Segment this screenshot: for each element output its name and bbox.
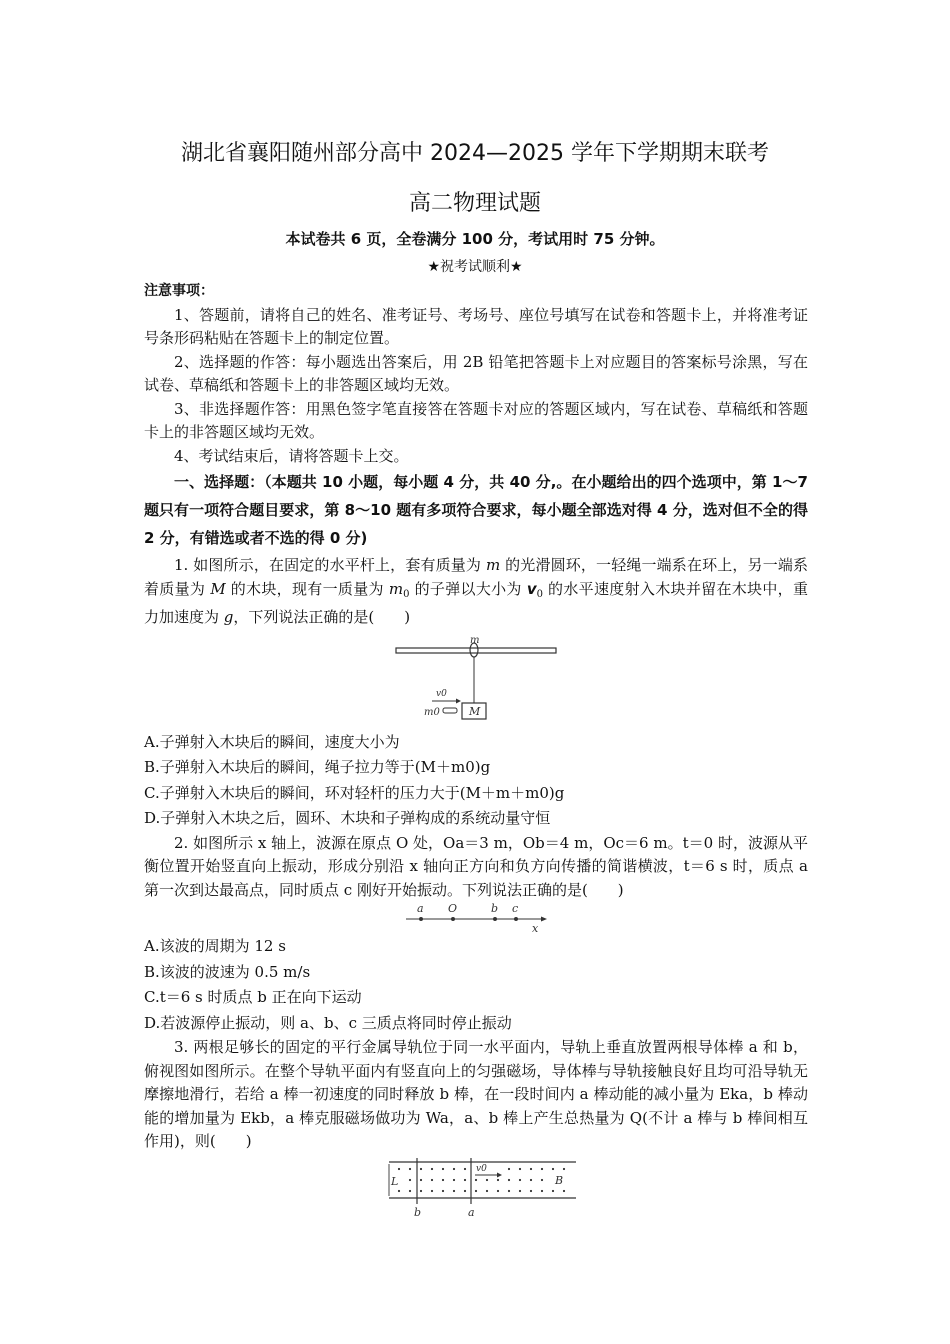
q3-field-dot	[442, 1178, 444, 1180]
q3-field-dot	[563, 1189, 565, 1191]
q3-field-dot	[464, 1167, 466, 1169]
q3-field-dot	[530, 1189, 532, 1191]
q2-point-a	[419, 917, 423, 921]
q1-option-c: C.子弹射入木块后的瞬间，环对轻杆的压力大于(M＋m＋m0)g	[144, 783, 565, 802]
notice-item-4: 4、考试结束后，请将答题卡上交。	[174, 446, 409, 465]
q3-field-dot	[442, 1167, 444, 1169]
q3-field-dot	[464, 1189, 466, 1191]
q3-field-dot	[398, 1167, 400, 1169]
q1-stem: 1. 如图所示，在固定的水平杆上，套有质量为 m 的光滑圆环，一轻绳一端系在环上，另一端系着质量为 M 的木块，现有一质量为 $m_0$ 的子弹以大小为 $v_0$ 的水平速度射入木块并留在木块中，重力加速度为 g，下列说法正确的是( )	[144, 556, 808, 626]
q2-label-c: c	[512, 902, 519, 915]
q3-field-dot	[431, 1178, 433, 1180]
notice-heading: 注意事项：	[144, 283, 214, 299]
q3-field-dot	[420, 1178, 422, 1180]
q3-field-dot	[431, 1167, 433, 1169]
q3-field-dot	[519, 1167, 521, 1169]
q3-field-dot	[497, 1189, 499, 1191]
q2-point-b	[493, 917, 497, 921]
q3-field-dot	[475, 1178, 477, 1180]
q3-field-dot	[453, 1189, 455, 1191]
q3-velocity-arrowhead	[497, 1172, 502, 1177]
q3-field-dot	[508, 1178, 510, 1180]
q3-figure	[371, 1156, 581, 1220]
q2-option-d: D.若波源停止振动，则 a、b、c 三质点将同时停止振动	[144, 1013, 512, 1032]
q3-field-dot	[563, 1167, 565, 1169]
q3-field-dot	[486, 1189, 488, 1191]
q3-field-dot	[453, 1178, 455, 1180]
q2-label-o: O	[448, 902, 458, 915]
q3-field-dot	[442, 1189, 444, 1191]
q3-field-dot	[420, 1189, 422, 1191]
q3-field-dot	[409, 1189, 411, 1191]
q3-field-dot	[541, 1189, 543, 1191]
q1-ring-label: m	[470, 634, 480, 646]
q1-option-d: D.子弹射入木块之后，圆环、木块和子弹构成的系统动量守恒	[144, 809, 551, 827]
exam-subtitle: 高二物理试题	[408, 191, 541, 216]
q3-field-dot	[530, 1167, 532, 1169]
q3-field-dot	[464, 1178, 466, 1180]
q3-field-dot	[453, 1167, 455, 1169]
q1-bullet-label: m0	[424, 706, 440, 718]
q3-label-l: L	[391, 1174, 399, 1188]
q2-label-a: a	[417, 902, 424, 915]
q3-field-dot	[552, 1167, 554, 1169]
q3-field-dot	[398, 1189, 400, 1191]
q3-field-dot	[541, 1167, 543, 1169]
q3-field-dot	[541, 1178, 543, 1180]
section1-heading: 一、选择题：（本题共 10 小题，每小题 4 分，共 40 分,。在小题给出的四个选项中，第 1～7 题只有一项符合题目要求，第 8～10 题有多项符合要求，每小题全部选对得 4 分，选对但不全的得 2 分，有错选或者不选的得 0 分)	[144, 473, 808, 547]
exam-info: 本试卷共 6 页，全卷满分 100 分，考试用时 75 分钟。	[285, 230, 665, 248]
q3-label-rod-b: b	[414, 1205, 422, 1219]
q2-axis-arrowhead	[541, 917, 547, 922]
q3-field-dot	[508, 1167, 510, 1169]
exam-title: 湖北省襄阳随州部分高中 2024—2025 学年下学期期末联考	[181, 141, 769, 166]
q2-figure	[401, 902, 551, 934]
q3-field-dot	[420, 1167, 422, 1169]
q3-label-b-field: B	[555, 1173, 564, 1187]
q3-field-dot	[431, 1189, 433, 1191]
q3-field-dot	[486, 1178, 488, 1180]
q3-field-dot	[519, 1178, 521, 1180]
q1-velocity-arrowhead	[456, 698, 461, 703]
q1-velocity-label: v0	[436, 688, 447, 699]
q1-block-label: M	[469, 704, 481, 718]
notice-item-3: 3、非选择题作答：用黑色签字笔直接答在答题卡对应的答题区域内，写在试卷、草稿纸和答题卡上的非答题区域均无效。	[144, 399, 808, 441]
q3-field-dot	[475, 1189, 477, 1191]
q2-option-a: A.该波的周期为 12 s	[144, 937, 286, 955]
q2-option-c: C.t＝6 s 时质点 b 正在向下运动	[144, 988, 362, 1006]
q2-stem: 2. 如图所示 x 轴上，波源在原点 O 处，Oa＝3 m，Ob＝4 m，Oc＝6 m。t＝0 时，波源从平衡位置开始竖直向上振动，形成分别沿 x 轴向正方向和负方向传播的简谐横波，t＝6 s 时，质点 a 第一次到达最高点，同时质点 c 刚好开始振动。下列说法正确的是( )	[144, 833, 808, 899]
q3-label-rod-a: a	[468, 1205, 475, 1219]
q1-option-a: A.子弹射入木块后的瞬间，速度大小为	[144, 732, 400, 751]
q3-field-dot	[409, 1167, 411, 1169]
exam-content	[144, 280, 808, 1220]
q3-field-dot	[552, 1189, 554, 1191]
q3-field-dot	[508, 1189, 510, 1191]
notice-item-1: 1、答题前，请将自己的姓名、准考证号、考场号、座位号填写在试卷和答题卡上，并将准考证号条形码粘贴在答题卡上的制定位置。	[144, 305, 808, 347]
q2-point-o	[451, 917, 455, 921]
q1-fixed-rod	[396, 648, 556, 653]
q3-field-dot	[530, 1178, 532, 1180]
q2-axis-label: x	[532, 922, 539, 934]
q1-option-b: B.子弹射入木块后的瞬间，绳子拉力等于(M＋m0)g	[144, 758, 491, 776]
q2-label-b: b	[491, 902, 499, 915]
q1-bullet	[443, 708, 457, 713]
q3-stem: 3. 两根足够长的固定的平行金属导轨位于同一水平面内，导轨上垂直放置两根导体棒 a 和 b，俯视图如图所示。在整个导轨平面内有竖直向上的匀强磁场，导体棒与导轨接触良好且均可沿导轨无摩擦地滑行，若给 a 棒一初速度的同时释放 b 棒，在一段时间内 a 棒动能的减小量为 Eka，b 棒动能的增加量为 Ekb，a 棒克服磁场做功为 Wa，a、b 棒上产生总热量为 Q(不计 a 棒与 b 棒间相互作用)，则( )	[144, 1038, 808, 1150]
q3-label-v0: v0	[476, 1163, 487, 1174]
q3-field-dot	[519, 1189, 521, 1191]
q2-option-b: B.该波的波速为 0.5 m/s	[144, 962, 311, 981]
q3-field-dot	[409, 1178, 411, 1180]
q2-point-c	[514, 917, 518, 921]
q1-figure	[376, 634, 576, 730]
exam-wish: ★祝考试顺利★	[427, 259, 523, 275]
notice-item-2: 2、选择题的作答：每小题选出答案后，用 2B 铅笔把答题卡上对应题目的答案标号涂黑，写在试卷、草稿纸和答题卡上的非答题区域均无效。	[144, 352, 808, 394]
q3-field-dot	[497, 1178, 499, 1180]
